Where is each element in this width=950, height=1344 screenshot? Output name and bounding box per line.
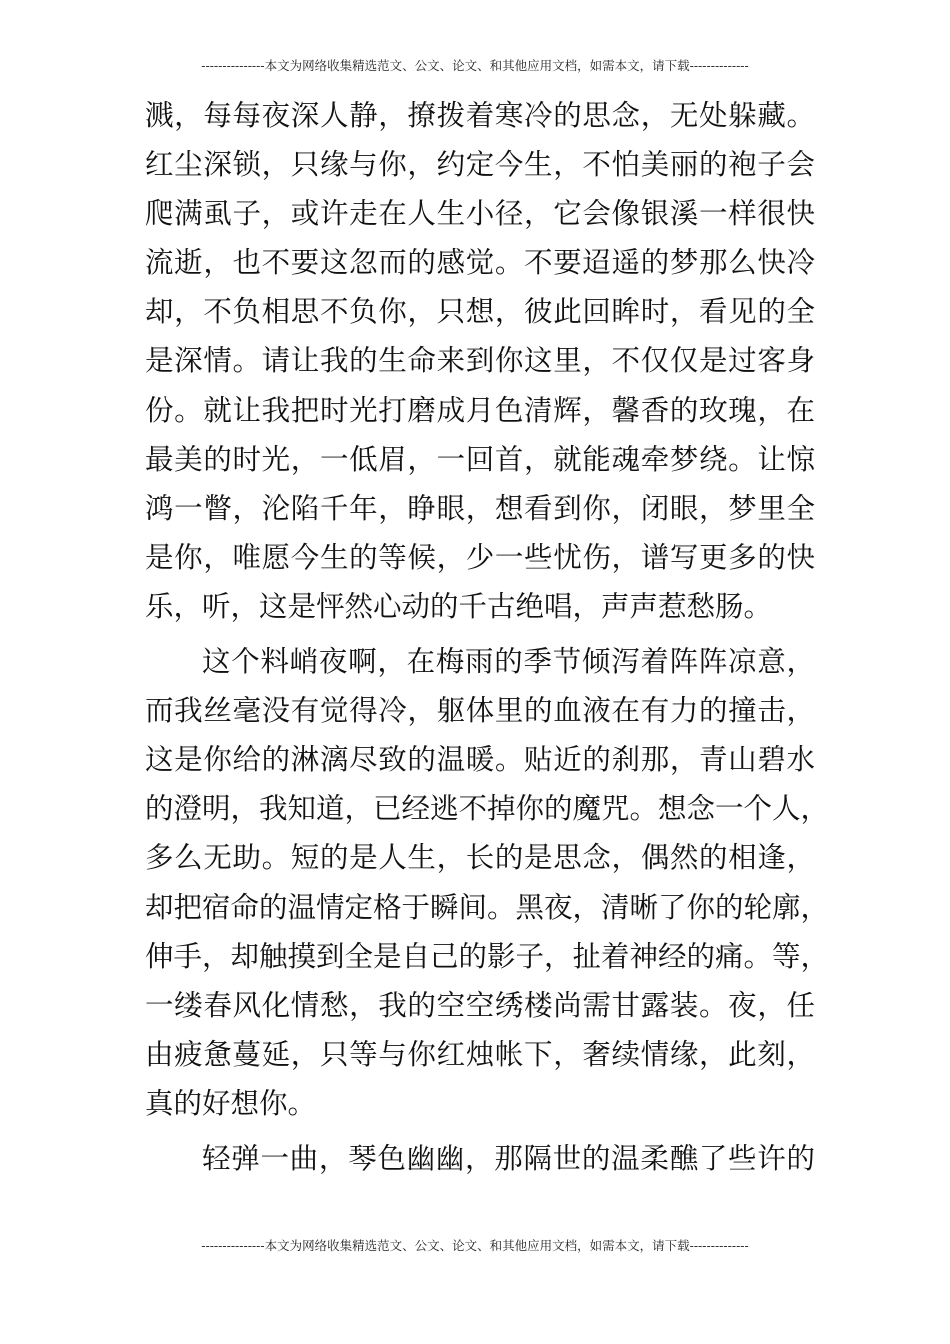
text-line: 鸿一瞥，沦陷千年，睁眼，想看到你，闭眼，梦里全: [145, 491, 815, 525]
text-line: 这是你给的淋漓尽致的温暖。贴近的刹那，青山碧水: [145, 743, 815, 777]
text-line: 是你，唯愿今生的等候，少一些忧伤，谱写更多的快: [145, 540, 815, 574]
text-line: 却把宿命的温情定格于瞬间。黑夜，清晰了你的轮廓，: [145, 890, 830, 924]
paragraph-1: [145, 91, 815, 631]
text-line: 一缕春风化情愁，我的空空绣楼尚需甘露装。夜，任: [145, 988, 815, 1022]
page-footer: ---------------本文为网络收集精选范文、公文、论文、和其他应用文档，如需本文，请下载--------------: [201, 1238, 749, 1253]
text-line: 真的好想你。: [145, 1086, 317, 1120]
text-line: 多么无助。短的是人生，长的是思念，偶然的相逢，: [145, 841, 815, 875]
paragraph-3: [145, 1134, 815, 1183]
text-line: 却，不负相思不负你，只想，彼此回眸时，看见的全: [145, 295, 815, 329]
text-line: 红尘深锁，只缘与你，约定今生，不怕美丽的袍子会: [145, 148, 815, 182]
text-line: 的澄明，我知道，已经逃不掉你的魔咒。想念一个人，: [145, 792, 830, 826]
text-line: 份。就让我把时光打磨成月色清辉，馨香的玫瑰，在: [145, 393, 815, 427]
text-line: 溅，每每夜深人静，撩拨着寒冷的思念，无处躲藏。: [145, 99, 815, 132]
text-line: 流逝，也不要这忽而的感觉。不要迢遥的梦那么快冷: [145, 246, 815, 280]
text-line: 而我丝毫没有觉得冷，躯体里的血液在有力的撞击，: [145, 694, 815, 728]
page-header: ---------------本文为网络收集精选范文、公文、论文、和其他应用文档，如需本文，请下载--------------: [201, 58, 749, 73]
text-line: 由疲惫蔓延，只等与你红烛帐下，奢续情缘，此刻，: [145, 1037, 815, 1071]
text-line: 乐，听，这是怦然心动的千古绝唱，声声惹愁肠。: [145, 589, 773, 623]
text-line: 爬满虱子，或许走在人生小径，它会像银溪一样很快: [145, 197, 815, 231]
paragraph-2: [145, 637, 830, 1128]
text-line: 轻弹一曲，琴色幽幽，那隔世的温柔醮了些许的: [202, 1141, 815, 1175]
text-line: 伸手，却触摸到全是自己的影子，扯着神经的痛。等，: [145, 939, 830, 973]
text-line: 是深情。请让我的生命来到你这里，不仅仅是过客身: [145, 344, 815, 378]
document-body: [145, 91, 830, 1183]
text-line: 这个料峭夜啊，在梅雨的季节倾泻着阵阵凉意，: [202, 645, 815, 679]
text-line: 最美的时光，一低眉，一回首，就能魂牵梦绕。让惊: [145, 442, 815, 476]
